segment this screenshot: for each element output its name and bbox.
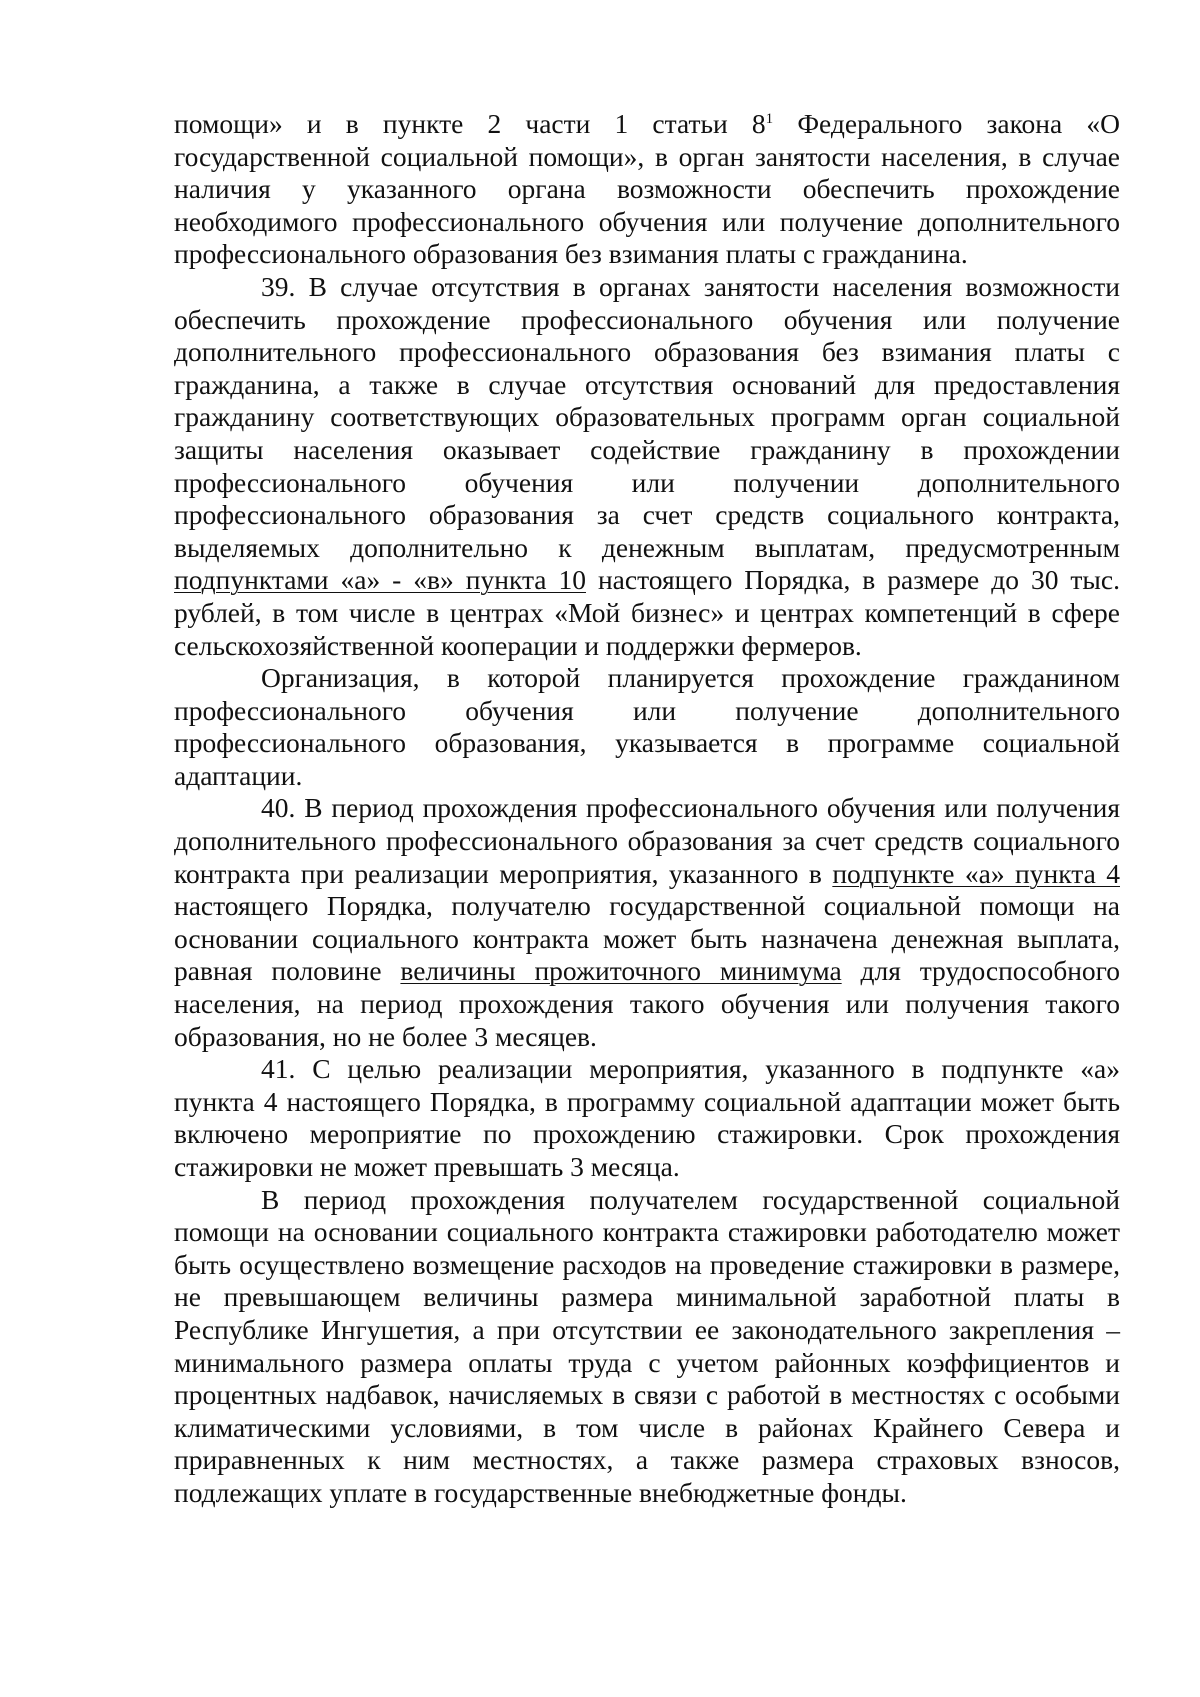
paragraph-text: 39. В случае отсутствия в органах занятости населения возможности обеспечить прохождение профессионального обучения или получение дополнительного профессионального образования без взимания платы с гражданина, а также в случае отсутствия оснований для предоставления гражданину соответствующих образовательных программ орган социальной защиты населения оказывает содействие гражданину в прохождении профессионального обучения или получении дополнительного профессионального образования за счет средств социального контракта, выделяемых дополнительно к денежным выплатам, предусмотренным (174, 270, 1120, 563)
paragraph-text: настоящего Порядка, получателю государственной социальной помощи на основании социального контракта может быть назначена денежная выплата, равная половине (174, 890, 1120, 987)
document-paragraph (174, 108, 1120, 271)
document-paragraph (174, 1184, 1120, 1510)
superscript-text: 1 (765, 110, 774, 127)
document-paragraph (174, 662, 1120, 792)
paragraph-text: Организация, в которой планируется прохождение гражданином профессионального обучения или получение дополнительного профессионального образования, указывается в программе социальной адаптации. (174, 662, 1120, 791)
paragraph-text: настоящего Порядка, в размере до 30 тыс. рублей, в том числе в центрах «Мой бизнес» и центрах компетенций в сфере сельскохозяйственной кооперации и поддержки фермеров. (174, 564, 1120, 661)
paragraph-text: В период прохождения получателем государственной социальной помощи на основании социального контракта стажировки работодателю может быть осуществлено возмещение расходов на проведение стажировки в размере, не превышающем величины размера минимальной заработной платы в Республике Ингушетия, а при отсутствии ее законодательного закрепления – минимального размера оплаты труда с учетом районных коэффициентов и процентных надбавок, начисляемых в связи с работой в местностях с особыми климатическими условиями, в том числе в районах Крайнего Севера и приравненных к ним местностях, а также размера страховых взносов, подлежащих уплате в государственные внебюджетные фонды. (174, 1183, 1120, 1508)
paragraph-text: 40. В период прохождения профессионального обучения или получения дополнительного профессионального образования за счет средств социального контракта при реализации мероприятия, указанного в (174, 792, 1120, 889)
paragraph-text: помощи» и в пункте 2 части 1 статьи 8 (174, 108, 766, 139)
paragraph-text: для трудоспособного населения, на период прохождения такого обучения или получения такого образования, но не более 3 месяцев. (174, 955, 1121, 1052)
document-paragraph (174, 271, 1120, 662)
reference-link[interactable]: подпунктами «а» - «в» пункта 10 (174, 564, 586, 596)
reference-link[interactable]: подпункте «а» пункта 4 (832, 857, 1120, 889)
document-paragraph (174, 792, 1120, 1053)
paragraph-text: Федерального закона «О государственной социальной помощи», в орган занятости населения, в случае наличия у указанного органа возможности обеспечить прохождение необходимого профессионального обучения или получение дополнительного профессионального образования без взимания платы с гражданина. (174, 108, 1121, 270)
reference-link[interactable]: величины прожиточного минимума (400, 955, 842, 987)
paragraph-text: 41. С целью реализации мероприятия, указанного в подпункте «а» пункта 4 настоящего Порядка, в программу социальной адаптации может быть включено мероприятие по прохождению стажировки. Срок прохождения стажировки не может превышать 3 месяца. (174, 1053, 1120, 1182)
document-paragraph (174, 1053, 1120, 1183)
document-page (174, 108, 1120, 1510)
